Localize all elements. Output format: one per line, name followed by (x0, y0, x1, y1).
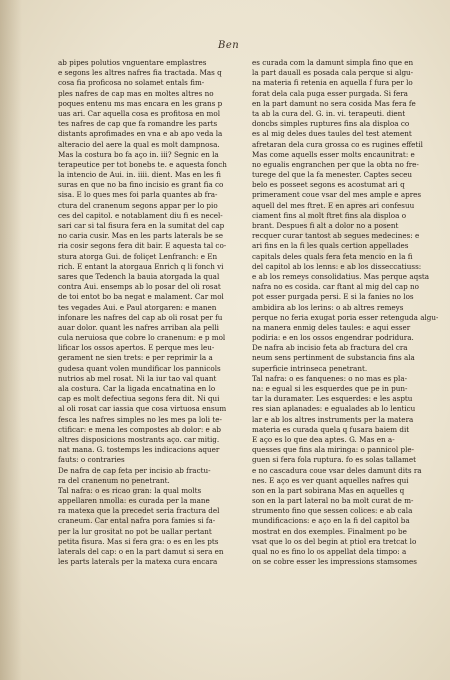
text-line: lar e ab los altres instruments per la matera (252, 414, 414, 424)
text-line: na: e egual si les esquerdes que pe in pun- (252, 384, 408, 393)
text-line: les parts laterals per la matexa cura encara (58, 557, 218, 567)
text-line: quesses que fins ala miringa: o pannicol ple- (252, 445, 415, 455)
text-line: uas ari. Car aquella cosa es profitosa en mol (58, 108, 220, 118)
text-line: ala costura. Car la ligada encatnatina en lo (58, 384, 216, 393)
text-line: afretaran dela cura grossa co es rugines effetil (252, 139, 423, 149)
text-line: Tal nafra: o es ricao gran: la qual molts (58, 485, 202, 495)
text-line: guen si fera fola ruptura. fo es solas tallamet (252, 455, 417, 465)
text-line: turege del que la fa menester. Captes seceu (252, 170, 412, 180)
text-line: De nafra de cap feta per incisio ab fractu- (58, 465, 211, 475)
text-line: primerament coue vsar del mes ample e apres (252, 190, 422, 200)
right-text-column (252, 58, 438, 567)
text-line: superficie intrinseca penetrant. (252, 363, 368, 373)
text-line: vsat que lo os del begin at ptiol era tretcat lo (252, 536, 417, 546)
text-line: terapeutice per tot bonebs te. e aquesta fonch (58, 159, 227, 169)
text-line: ciament fins al molt ftret fins ala disploa o (252, 210, 407, 220)
running-header: Ben (218, 40, 240, 51)
text-line: stura atorga Gui. de foliçet Lenfranch: e En (58, 251, 218, 261)
text-line: forat dela cala puga esser purgada. Si fera (252, 88, 408, 98)
text-line: Tal nafra: o es fanquenes: o no mas es pla- (252, 373, 408, 383)
text-line: tar la duramater. Les esquerdes: e les asptu (252, 394, 413, 404)
text-line: materia es curada quela q fusara baiem dit (252, 424, 410, 434)
text-line: de toi entot bo ba negat e malament. Car mol (58, 292, 224, 302)
text-line: tes vegades Aui. e Paul atorgaren: e manen (58, 302, 217, 312)
text-line: la part dauall es posada cala perque si algu- (252, 68, 414, 78)
text-line: recquer curar tantost ab segues medecines: e (252, 231, 420, 241)
text-line: nes. E aço es ver quant aquelles nafres qui (252, 475, 409, 485)
text-line: gudesa quant volen mundificar los pannicols (58, 363, 221, 373)
text-line: mostrat en dos exemples. Finalment po be (252, 526, 407, 536)
text-line: no caria cusir. Mas en les parts laterals be se (58, 231, 224, 241)
text-line: capitals deles quals fera feta mencio en la fi (252, 251, 413, 261)
text-line: sari car si tal fisura fera en la sumitat del cap (58, 221, 225, 230)
text-line: na manera enmig deles taules: e aqui esser (252, 322, 411, 332)
text-line: ces del capitol. e notablament diu fi es necel- (58, 210, 223, 220)
text-line: Mas come aquells esser molts encaunitrat: e (252, 149, 415, 159)
text-line: strumento fino que sessen colices: e ab cala (252, 506, 413, 516)
text-line: contra Aui. ensemps ab lo posar del oli rosat (58, 282, 221, 292)
text-line: mundificacions: e aço en la fi del capitol ba (252, 516, 410, 526)
text-line: neum sens pertinment de substancia fins ala (252, 353, 415, 363)
text-line: res sian aplanades: e egualades ab lo lenticu (252, 404, 416, 414)
text-line: en la part damunt no sera cosida Mas fera fe (252, 98, 416, 108)
text-line: no egualis engranchen per que la obta no fre- (252, 159, 419, 169)
text-line: brant. Despues fi alt a dolor no a posent (252, 221, 399, 230)
text-line: es al mig deles dues taules del test atement (252, 129, 412, 139)
text-line: on se cobre esser les impressions stamsomes (252, 557, 417, 567)
text-line: e no cascadura coue vsar deles damunt dits ra (252, 465, 422, 475)
text-line: pot esser purgada persi. E si la fanies no los (252, 292, 414, 302)
text-line: podiria: e en los ossos engendrar podridura. (252, 333, 414, 343)
text-line: altres disposicions mostrants aço. car mitig. (58, 434, 220, 444)
text-line: tes nafres de cap que fa romandre les parts (58, 119, 218, 129)
text-line: ra del cranenum no penetrant. (58, 475, 170, 485)
text-line: ples nafres de cap mas en moltes altres no (58, 88, 214, 98)
text-line: ambidira ab los lerins: o ab altres remeys (252, 302, 404, 312)
text-line: qual no es fino lo os appellat dela timpo: a (252, 547, 407, 556)
text-line: cosa fia proficosa no solamet entals fim- (58, 78, 205, 88)
text-line: fauts: o contraries (58, 455, 125, 465)
text-line: ria cosir segons fera dit bair. E aquesta tal co- (58, 241, 227, 251)
text-line: son en la part lateral no ba molt curat de m- (252, 496, 414, 506)
text-line: gerament ne sien trets: e per reprimir la a (58, 353, 213, 363)
text-line: poques entenu ms mas encara en les grans p (58, 98, 223, 108)
text-line: rich. E entant la atorgaua Enrich q li fonch vi (58, 261, 224, 271)
text-line: petita fisura. Mas si fera gra: o es en les pts (58, 536, 219, 546)
text-line: belo es posseet segons es acostumat ari q (252, 180, 405, 190)
text-line: De nafra ab incisio feta ab fractura del cra (252, 343, 408, 353)
text-line: laterals del cap: o en la part damut si sera en (58, 547, 224, 556)
text-line: son en la part sobirana Mas en aquelles q (252, 485, 405, 495)
text-line: nutrios ab mel rosat. Ni la iur tao val quant (58, 373, 217, 383)
text-line: cap es molt defectiua segons fera dit. Ni qui (58, 394, 220, 404)
text-line: ctura del cranenum segons appar per lo pio (58, 200, 218, 210)
left-text-column (58, 58, 244, 567)
text-line: na materia fi retenia en aquella f fura per lo (252, 78, 413, 88)
text-line: aquell del mes ftret. E en apres ari confesuu (252, 200, 415, 210)
text-line: la intencio de Aui. in. iiii. dient. Mas en les fi (58, 170, 221, 180)
text-line: ctificar: e mena les compostes ab dolor: e ab (58, 424, 221, 434)
text-line: e segons les altres nafres fia tractada. Mas q (58, 68, 222, 78)
text-line: appellaren nmolla: es curada per la mane (58, 496, 210, 506)
text-line: e ab los remeys consolidatius. Mas perque aqsta (252, 271, 430, 281)
text-line: sares que Tedench la bauia atorgada la qual (58, 271, 220, 281)
text-line: per la lur grositat no pot be uallar pertant (58, 526, 212, 536)
text-line: doncbs simples ruptures fins ala disploa co (252, 119, 410, 129)
text-line: perque no feria exugat poria esser retenguda algu- (252, 312, 438, 322)
text-line: suras en que no ba fino incisio es grant fia co (58, 180, 224, 190)
text-line: sisa. E lo ques mes foi parla quantes ab fra- (58, 190, 218, 200)
text-line: lificar los ossos apertos. E perque mes leu- (58, 343, 215, 353)
binding-shadow (0, 0, 22, 680)
text-line: Mas la costura bo fa aço in. iii? Segnic en la (58, 149, 219, 159)
text-line: nat mana. G. tostemps les indicacions aquer (58, 445, 220, 455)
text-line: fesca les nafres simples no les mes pa loli te- (58, 414, 222, 424)
text-line: E aço es lo que dea aptes. G. Mas en a- (252, 434, 395, 444)
text-line: ab pipes polutios vnguentare emplastres (58, 58, 207, 67)
text-line: al oli rosat car iassia que cosa virtuosa ensum (58, 404, 227, 414)
text-line: es curada com la damunt simpla fino que en (252, 58, 414, 67)
text-line: craneum. Car ental nafra pora famies si fa- (58, 516, 216, 526)
text-line: distants aprofimades en vna e ab apo veda la (58, 129, 223, 139)
text-line: infonare les nafres del cap ab oli rosat per fu (58, 312, 223, 322)
text-line: auar dolor. quant les nafres arriban ala pelli (58, 322, 219, 332)
text-line: alteracio del aere la qual es molt dampnosa. (58, 139, 220, 149)
text-line: ta ab la cura del. G. in. vi. terapeuti. dient (252, 108, 406, 118)
text-line: ra matexa que la precedet seria fractura del (58, 506, 220, 516)
text-line: del capitol ab los lenns: e ab los disseccatiuss: (252, 261, 422, 271)
text-line: nafra no es cosida. car ftant al mig del cap no (252, 282, 419, 292)
text-line: ari fins en la fi les quals certion appellades (252, 241, 409, 251)
text-line: cula neruiosa que cobre lo cranenum: e p mol (58, 333, 226, 343)
